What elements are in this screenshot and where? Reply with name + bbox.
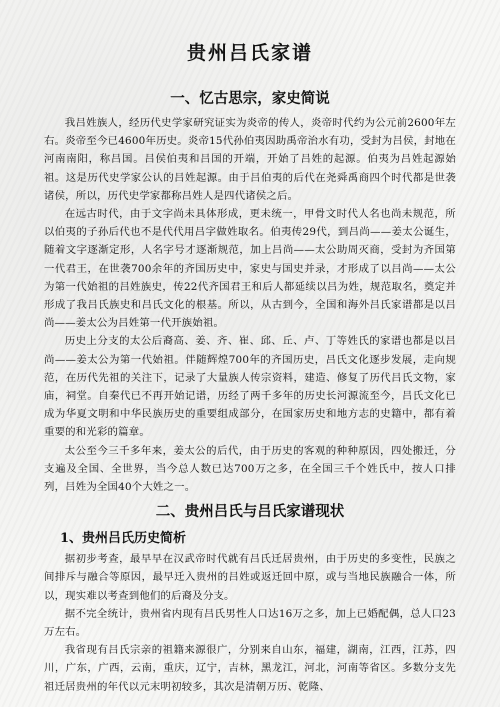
paragraph: 据初步考查，最早早在汉武帝时代就有吕氏迁居贵州，由于历史的多变性，民族之间排斥与融合等原因，最早迁入贵州的吕姓或返迁回中原，或与当地民族融合一体，所以，现实难以考查到他们的后裔及分支。 — [44, 553, 456, 602]
document-title: 贵州吕氏家谱 — [186, 42, 313, 64]
paragraph: 在远古时代，由于文字尚未具体形成，更未统一，甲骨文时代人名也尚未规范，所以伯夷的子孙后代也不是代代用吕字做姓取名。伯夷传29代，到吕尚——姜太公诞生，随着文字逐渐定形，人名字号才逐渐规范，加上吕尚——太公助周灭商，受封为齐国第一代君王，在世袭700余年的齐国历史中，家史与国史并录，才形成了以吕尚——太公为第一代始祖的吕姓族史，传22代齐国君王和后人都延续以吕为姓，规范取名，奠定并形成了我吕氏族史和吕氏文化的根基。所以，从古到今，全国和海外吕氏家谱都是以吕尚——姜太公为吕姓第一代开族始祖。 — [44, 208, 456, 330]
subsection-heading: 1、贵州吕氏历史简析 — [60, 531, 187, 547]
paragraph: 我省现有吕氏宗亲的祖籍来源很广，分别来自山东，福建，湖南，江西，江苏，四川，广东，广西，云南，重庆，辽宁，吉林，黑龙江，河北，河南等省区。多数分支先祖迁居贵州的年代以元末明初较多，其次是清朝万历、乾隆、 — [44, 644, 456, 693]
paragraph: 历史上分支的太公后裔高、姜、齐、崔、邱、丘、卢、丁等姓氏的家谱也都是以吕尚——姜太公为第一代始祖。伴随辉煌700年的齐国历史，吕氏文化逐步发展，走向规范，在历代先祖的关注下，记录了大量族人传宗资料，建造、修复了历代吕氏文物，家庙，祠堂。自秦代已不再开始记谱，历经了两千多年的历史长河源流至今，吕氏文化已成为华夏文明和中华民族历史的重要组成部分，在国家历史和地方志的史籍中，都有着重要的和光彩的篇章。 — [44, 335, 456, 439]
paragraph: 太公至今三千多年来，姜太公的后代，由于历史的客观的种种原因，四处搬迁，分支遍及全国、全世界，当今总人数已达700万之多，在全国三千个姓氏中，按人口排列，吕姓为全国40个大姓之一。 — [44, 444, 456, 494]
section-heading-2: 二、贵州吕氏与吕氏家谱现状 — [155, 503, 345, 521]
paragraph: 我吕姓族人，经历代史学家研究证实为炎帝的传人，炎帝时代约为公元前2600年左右。炎帝至今已4600年历史。炎帝15代孙伯夷因助禹帝治水有功，受封为吕侯，封地在河南南阳，称吕国。吕侯伯夷和吕国的开端，开始了吕姓的起源。伯夷为吕姓起源始祖。这是历代史学家公认的吕姓起源。由于吕伯夷的后代在尧舜禹商四个时代都是世袭诸侯，所以，历代史学家都称吕姓人是四代诸侯之后。 — [44, 117, 456, 202]
paragraph: 据不完全统计，贵州省内现有吕氏男性人口达16万之多，加上已婚配偶，总人口23万左右。 — [44, 607, 456, 639]
section-heading-1: 一、忆古思宗，家史简说 — [170, 90, 330, 107]
